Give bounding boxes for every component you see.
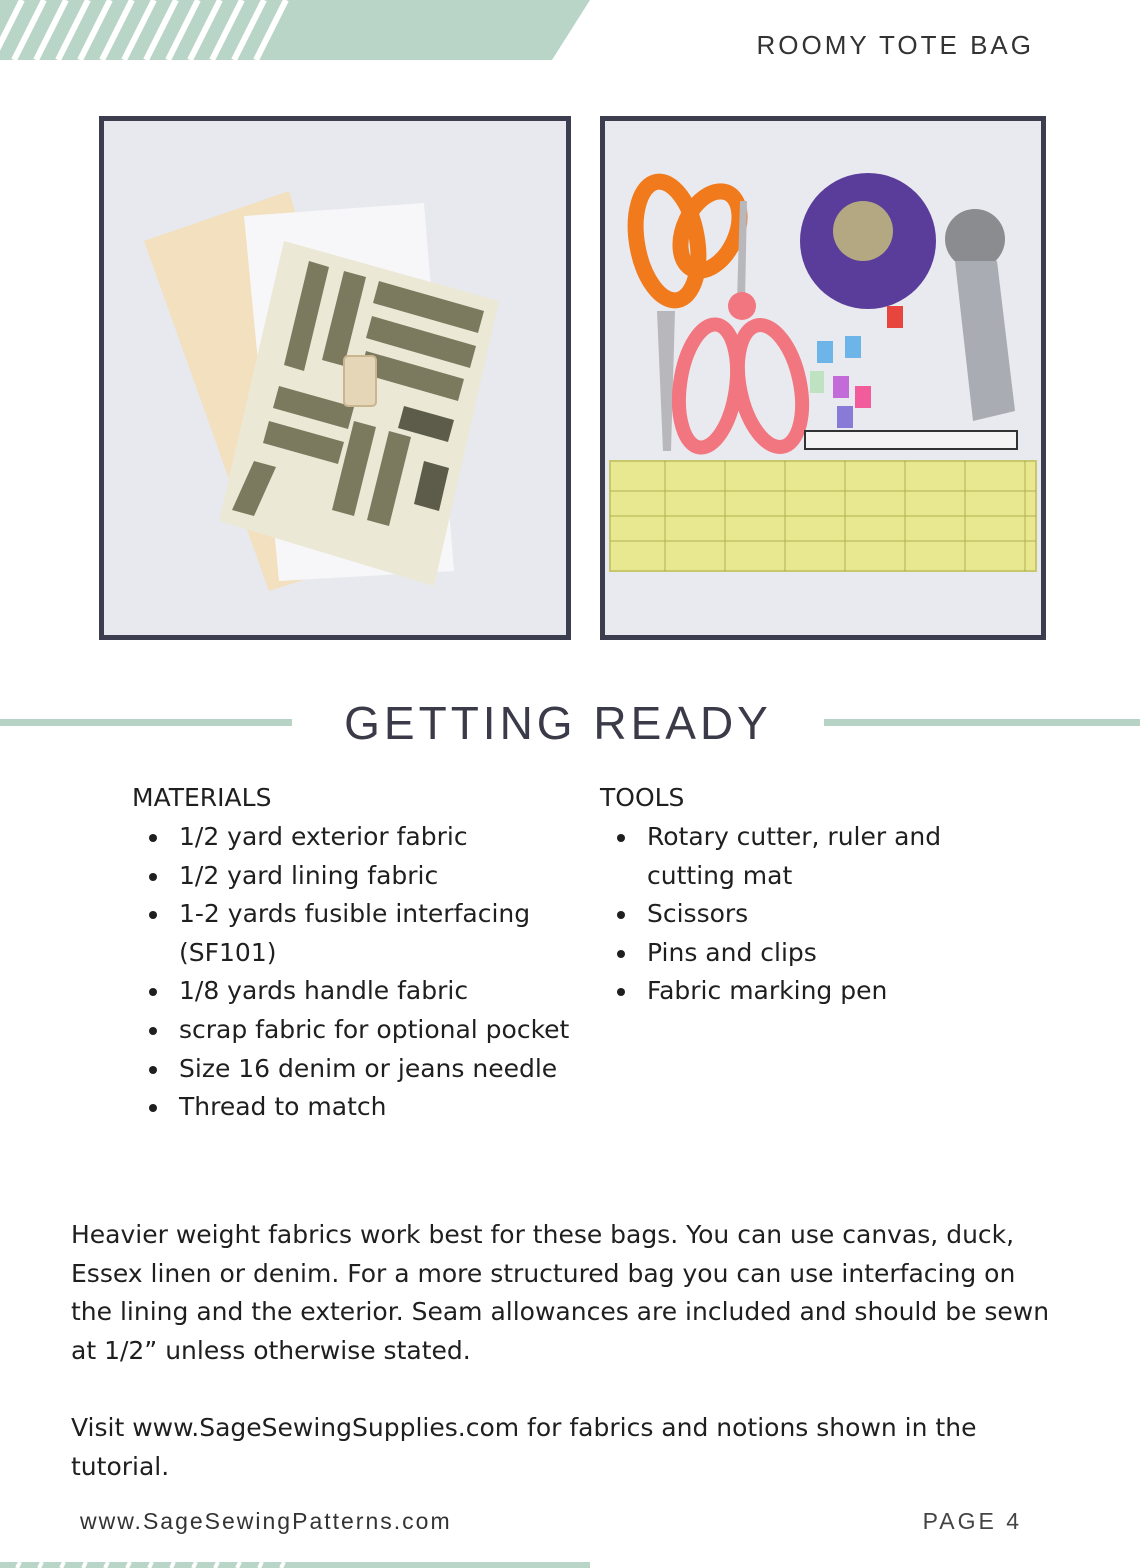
list-item: Pins and clips (600, 934, 980, 973)
list-item: Scissors (600, 895, 980, 934)
footer-website: www.SageSewingPatterns.com (80, 1508, 452, 1534)
list-item: scrap fabric for optional pocket (132, 1011, 592, 1050)
supplies-link-paragraph: Visit www.SageSewingSupplies.com for fabrics and notions shown in the tutorial. (71, 1413, 977, 1481)
tools-heading: TOOLS (600, 783, 685, 812)
footer-banner-edge (0, 1562, 590, 1568)
heading-rule-left (0, 719, 292, 726)
list-item: Thread to match (132, 1088, 592, 1127)
heading-rule-right (824, 719, 1140, 726)
list-item: Fabric marking pen (600, 972, 980, 1011)
sewing-tools-photo (600, 116, 1046, 640)
fabric-materials-photo (99, 116, 571, 640)
materials-heading: MATERIALS (132, 783, 272, 812)
list-item: Size 16 denim or jeans needle (132, 1050, 592, 1089)
list-item: 1/2 yard exterior fabric (132, 818, 592, 857)
document-title: ROOMY TOTE BAG (756, 30, 1034, 60)
section-heading: GETTING READY (344, 697, 772, 749)
tools-list (600, 818, 980, 1011)
fabric-advice-paragraph: Heavier weight fabrics work best for these bags. You can use canvas, duck, Essex linen or denim. For a more structured bag you can use interfacing on the lining and the exterior. Seam allowances are included and should be sewn at 1/2” unless otherwise stated. (71, 1220, 1050, 1365)
list-item: 1-2 yards fusible interfacing (SF101) (132, 895, 592, 972)
page-number: PAGE 4 (922, 1508, 1022, 1534)
list-item: Rotary cutter, ruler and cutting mat (600, 818, 980, 895)
list-item: 1/8 yards handle fabric (132, 972, 592, 1011)
header-banner (0, 0, 590, 60)
list-item: 1/2 yard lining fabric (132, 857, 592, 896)
fabric-illustration (104, 121, 566, 635)
materials-list (132, 818, 592, 1127)
tools-illustration (605, 121, 1041, 635)
